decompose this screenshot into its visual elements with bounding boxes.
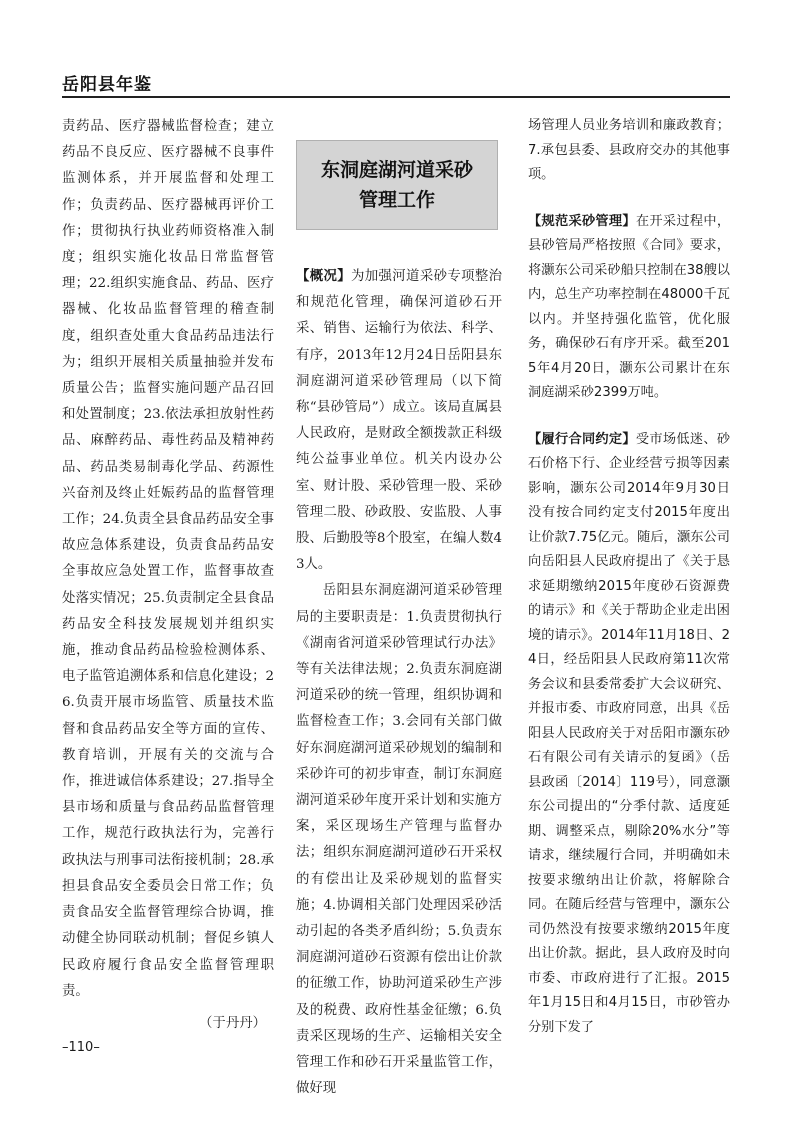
section-title-line1: 东洞庭湖河道采砂 xyxy=(320,159,473,181)
column-right xyxy=(528,114,730,1040)
duties-continuation-paragraph: 责药品、医疗器械监督检查；建立药品不良反应、医疗器械不良事件监测体系，并开展监督和处理工作；负责药品、医疗器械再评价工作；贯彻执行执业药师资格准入制度；组织实施化妆品日常监督管理；22.组织实施食品、药品、医疗器械、化妆品监督管理的稽查制度，组织查处重大食品药品违法行为；组织开展相关质量抽验并发布质量公告；监督实施问题产品召回和处置制度；23.依法承担放射性药品、麻醉药品、毒性药品及精神药品、药品类易制毒化学品、药源性兴奋剂及终止妊娠药品的监督管理工作；24.负责全县食品药品安全事故应急体系建设，负责食品药品安全事故应急处置工作，监督事故查处落实情况；25.负责制定全县食品药品安全科技发展规划并组织实施，推动食品药品检验检测体系、电子监管追溯体系和信息化建设；26.负责开展市场监管、质量技术监督和食品药品安全等方面的宣传、教育培训，开展有关的交流与合作，推进诚信体系建设；27.指导全县市场和质量与食品药品监督管理工作，规范行政执法行为，完善行政执法与刑事司法衔接机制；28.承担县食品安全委员会日常工作；负责食品安全监督管理综合协调，推动健全协同联动机制；督促乡镇人民政府履行食品安全监督管理职责。 xyxy=(62,119,274,999)
running-header-title: 岳阳县年鉴 xyxy=(62,75,152,95)
duties-paragraph: 岳阳县东洞庭湖河道采砂管理局的主要职责是：1.负责贯彻执行《湖南省河道采砂管理试行办法》等有关法律法规；2.负责东洞庭湖河道采砂的统一管理，组织协调和监督检查工作；3.会同有关部门做好东洞庭湖河道采砂规划的编制和采砂许可的初步审查，制订东洞庭湖河道采砂年度开采计划和实施方案，采区现场生产管理与监督办法；组织东洞庭湖河道砂石开采权的有偿出让及采砂规划的监督实施；4.协调相关部门处理因采砂活动引起的各类矛盾纠纷；5.负责东洞庭湖河道砂石资源有偿出让价款的征缴工作，协助河道采砂生产涉及的税费、政府性基金征缴；6.负责采区现场的生产、运输相关安全管理工作和砂石开采量监管工作，做好现 xyxy=(296,583,502,1097)
section-title-line2: 管理工作 xyxy=(358,189,435,211)
column-middle xyxy=(296,264,502,1103)
overview-tag: 【概况】 xyxy=(296,269,352,284)
author-signature: （于丹丹） xyxy=(199,1015,266,1031)
duties-end-paragraph: 场管理人员业务培训和廉政教育；7.承包县委、县政府交办的其他事项。 xyxy=(528,118,730,182)
contract-tag: 【履行合同约定】 xyxy=(528,431,636,447)
section-title-box xyxy=(296,140,498,230)
contract-text: 受市场低迷、砂石价格下行、企业经营亏损等因素影响，灏东公司2014年9月30日没有按合同约定支付2015年度出让价款7.75亿元。随后，灏东公司向岳阳县人民政府提出了《关于恳求延期缴纳2015年度砂石资源费的请示》和《关于帮助企业走出困境的请示》。2014年11月18日、24日，经岳阳县人民政府第11次常务会议和县委常委扩大会议研究、并报市委、市政府同意，出具《岳阳县人民政府关于对岳阳市灏东砂石有限公司有关请示的复函》（岳县政函〔2014〕119号），同意灏东公司提出的“分季付款、适度延期、调整采点，剔除20%水分”等请求，继续履行合同，并明确如未按要求缴纳出让价款，将解除合同。在随后经营与管理中，灏东公司仍然没有按要求缴纳2015年度出让价款。据此，县人政府及时向市委、市政府进行了汇报。2015年1月15日和4月15日，市砂管办分别下发了 xyxy=(528,431,731,1035)
contract-paragraph xyxy=(528,428,730,1041)
page-number: –110– xyxy=(62,1040,100,1055)
header-divider xyxy=(62,96,730,98)
standard-mining-paragraph xyxy=(528,210,730,406)
overview-paragraph xyxy=(296,264,502,578)
overview-text: 为加强河道采砂专项整治和规范化管理，确保河道砂石开采、销售、运输行为依法、科学、有序，2013年12月24日岳阳县东洞庭湖河道采砂管理局（以下简称“县砂管局”）成立。该局直属县人民政府，是财政全额拨款正科级纯公益事业单位。机关内设办公室、财计股、采砂管理一股、采砂管理二股、砂政股、安监股、人事股、后勤股等8个股室，在编人数43人。 xyxy=(296,269,502,573)
column-left xyxy=(62,114,274,1037)
standard-mining-text: 在开采过程中，县砂管局严格按照《合同》要求，将灏东公司采砂船只控制在38艘以内，总生产功率控制在48000千瓦以内。并坚持强化监管，优化服务，确保砂石有序开采。截至2015年4月20日，灏东公司累计在东洞庭湖采砂2399万吨。 xyxy=(528,213,731,400)
standard-mining-tag: 【规范采砂管理】 xyxy=(528,213,636,229)
